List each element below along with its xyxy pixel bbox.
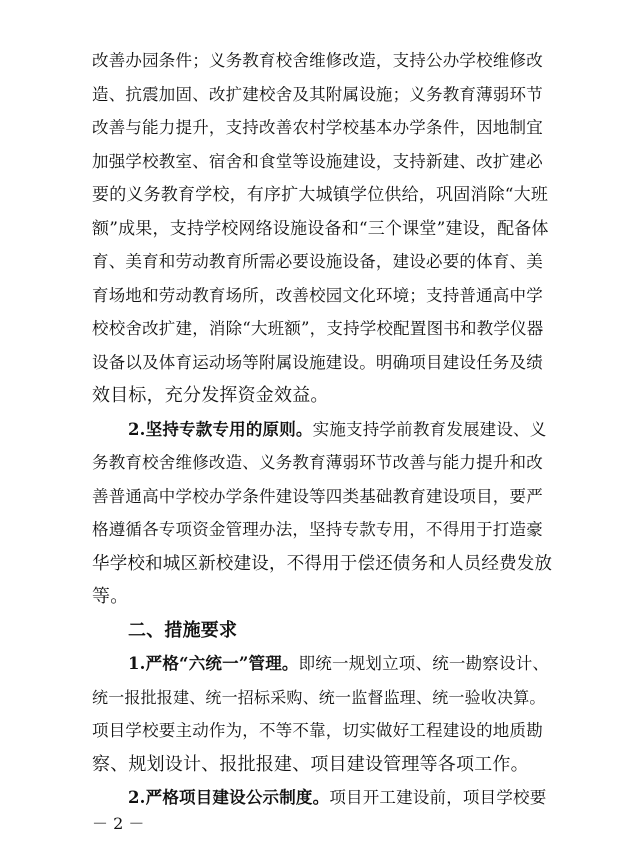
paragraph-lead: 2.坚持专款专用的原则。: [128, 420, 313, 439]
page-number: － 2 －: [92, 814, 145, 833]
paragraph-line: 加强学校教室、宿舍和食堂等设施建设，支持新建、改扩建必: [92, 152, 543, 171]
paragraph-line: 改善与能力提升，支持改善农村学校基本办学条件，因地制宜: [92, 118, 543, 137]
paragraph-line: 华学校和城区新校建设，不得用于偿还债务和人员经费发放: [92, 554, 553, 574]
paragraph-lead: 1.严格“六统一”管理。: [128, 654, 299, 673]
paragraph-line: [128, 419, 552, 441]
paragraph-text: 即统一规划立项、统一勘察设计、: [298, 654, 550, 673]
paragraph-line: 要的义务教育学校，有序扩大城镇学位供给，巩固消除“大班: [92, 185, 549, 205]
paragraph-line: 育、美育和劳动教育所需必要设施设备，建设必要的体育、美: [92, 252, 543, 271]
paragraph-line: 项目学校要主动作为，不等不靠，切实做好工程建设的地质勘: [92, 721, 543, 740]
paragraph-line: 善普通高中学校办学条件建设等四类基础教育建设项目，要严: [92, 487, 543, 506]
paragraph-line: 改善办园条件；义务教育校舍维修改造，支持公办学校维修改: [92, 51, 543, 70]
paragraph-line: [128, 787, 552, 809]
paragraph-line: 格遵循各专项资金管理办法，坚持专款专用，不得用于打造豪: [92, 520, 543, 539]
paragraph-text: 项目开工建设前，项目学校要: [329, 788, 547, 807]
paragraph-line: 校校舍改扩建，消除“大班额”，支持学校配置图书和教学仪器: [92, 319, 544, 338]
paragraph-line: 育场地和劳动教育场所，改善校园文化环境；支持普通高中学: [92, 286, 543, 305]
paragraph-line: 额”成果，支持学校网络设施设备和“三个课堂”建设，配备体: [92, 219, 549, 239]
paragraph-line: 造、抗震加固、改扩建校舍及其附属设施；义务教育薄弱环节: [92, 85, 543, 104]
paragraph-line: [128, 653, 552, 675]
paragraph-line: 效目标，充分发挥资金效益。: [92, 385, 329, 406]
paragraph-line: 设备以及体育运动场等附属设施建设。明确项目建设任务及绩: [92, 353, 543, 372]
paragraph-line: 察、规划设计、报批报建、项目建设管理等各项工作。: [92, 754, 529, 775]
paragraph-line: 统一报批报建、统一招标采购、统一监督监理、统一验收决算。: [92, 688, 546, 707]
paragraph-text: 实施支持学前教育发展建设、义: [312, 420, 547, 439]
section-heading: 二、措施要求: [128, 620, 238, 641]
paragraph-line: 等。: [92, 586, 129, 607]
paragraph-line: 务教育校舍维修改造、义务教育薄弱环节改善与能力提升和改: [92, 453, 543, 472]
paragraph-lead: 2.严格项目建设公示制度。: [128, 788, 330, 807]
